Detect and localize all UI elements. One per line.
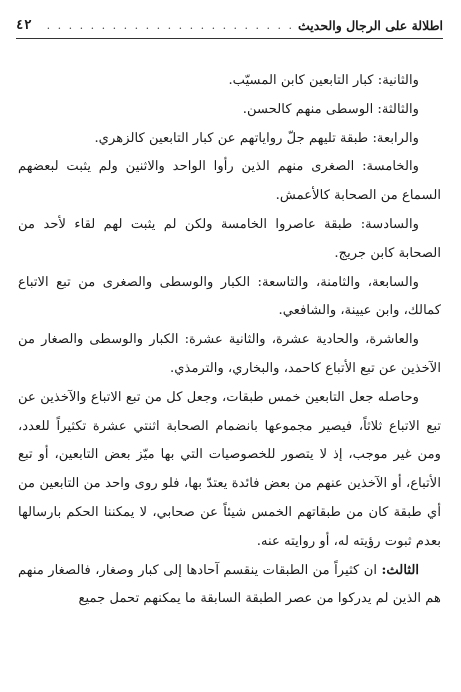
paragraph-text: والسابعة، والثامنة، والتاسعة: الكبار والوسطى والصغرى من تبع الاتباع كمالك، وابن عيينة، والشافعي. (18, 274, 441, 319)
paragraph (18, 384, 441, 557)
paragraph (18, 269, 441, 327)
leader-dots: . . . . . . . . . . . . . . . . . . . . . . . (46, 18, 295, 32)
paragraph-text: ان كثيراً من الطبقات ينقسم آحادها إلى كبار وصغار، فالصغار منهم هم الذين لم يدركوا من عصر الطبقة السابقة ما يمكنهم تحمل جميع (18, 562, 441, 607)
paragraph-lead: الثالث: (381, 562, 419, 578)
paragraph (18, 153, 441, 211)
header-rule (16, 38, 443, 39)
paragraph (18, 211, 441, 269)
paragraph-text: والرابعة: طبقة تليهم جلّ رواياتهم عن كبار التابعين كالزهري. (94, 130, 419, 146)
paragraph (18, 96, 441, 125)
paragraph-text: والعاشرة، والحادية عشرة، والثانية عشرة: الكبار والوسطى والصغار من الآخذين عن تبع الأتباع كاحمد، والبخاري، والترمذي. (18, 332, 441, 376)
running-title: اطلالة على الرجال والحديث (298, 17, 443, 33)
page-number: ٤٢ (16, 17, 32, 33)
paragraph-text: والخامسة: الصغرى منهم الذين رأوا الواحد والاثنين ولم يثبت لبعضهم السماع من الصحابة كالأعمش. (18, 159, 441, 204)
paragraph-text: والثالثة: الوسطى منهم كالحسن. (242, 101, 419, 117)
page-body (18, 67, 441, 614)
paragraph (18, 326, 441, 384)
paragraph (18, 125, 441, 154)
paragraph-text: وحاصله جعل التابعين خمس طبقات، وجعل كل من تبع الاتباع والآخذين عن تبع الاتباع ثلاثاً، فيصير مجموعها بانضمام الصحابة اثنتي عشرة تكثيراً للعدد، ومن غير موجب، إذ لا يتصور للخصوصيات التي بها ميّز بعض التابعين، أو تبع الأتباع، أو الآخذين عنهم من بعض فائدة يعتدّ بها، فلو روى واحد من التابعين من أي طبقة كان من طبقاتهم الخمس شيئاً عن صحابي، لا يمكننا الحكم بارسالها بعدم ثبوت رؤيته له، أو روايته عنه. (18, 389, 441, 549)
paragraph (18, 67, 441, 96)
paragraph-text: والسادسة: طبقة عاصروا الخامسة ولكن لم يثبت لهم لقاء لأحد من الصحابة كابن جريج. (18, 216, 441, 261)
paragraph-text: والثانية: كبار التابعين كابن المسيّب. (228, 73, 419, 88)
running-header (16, 14, 443, 36)
paragraph (18, 557, 441, 615)
